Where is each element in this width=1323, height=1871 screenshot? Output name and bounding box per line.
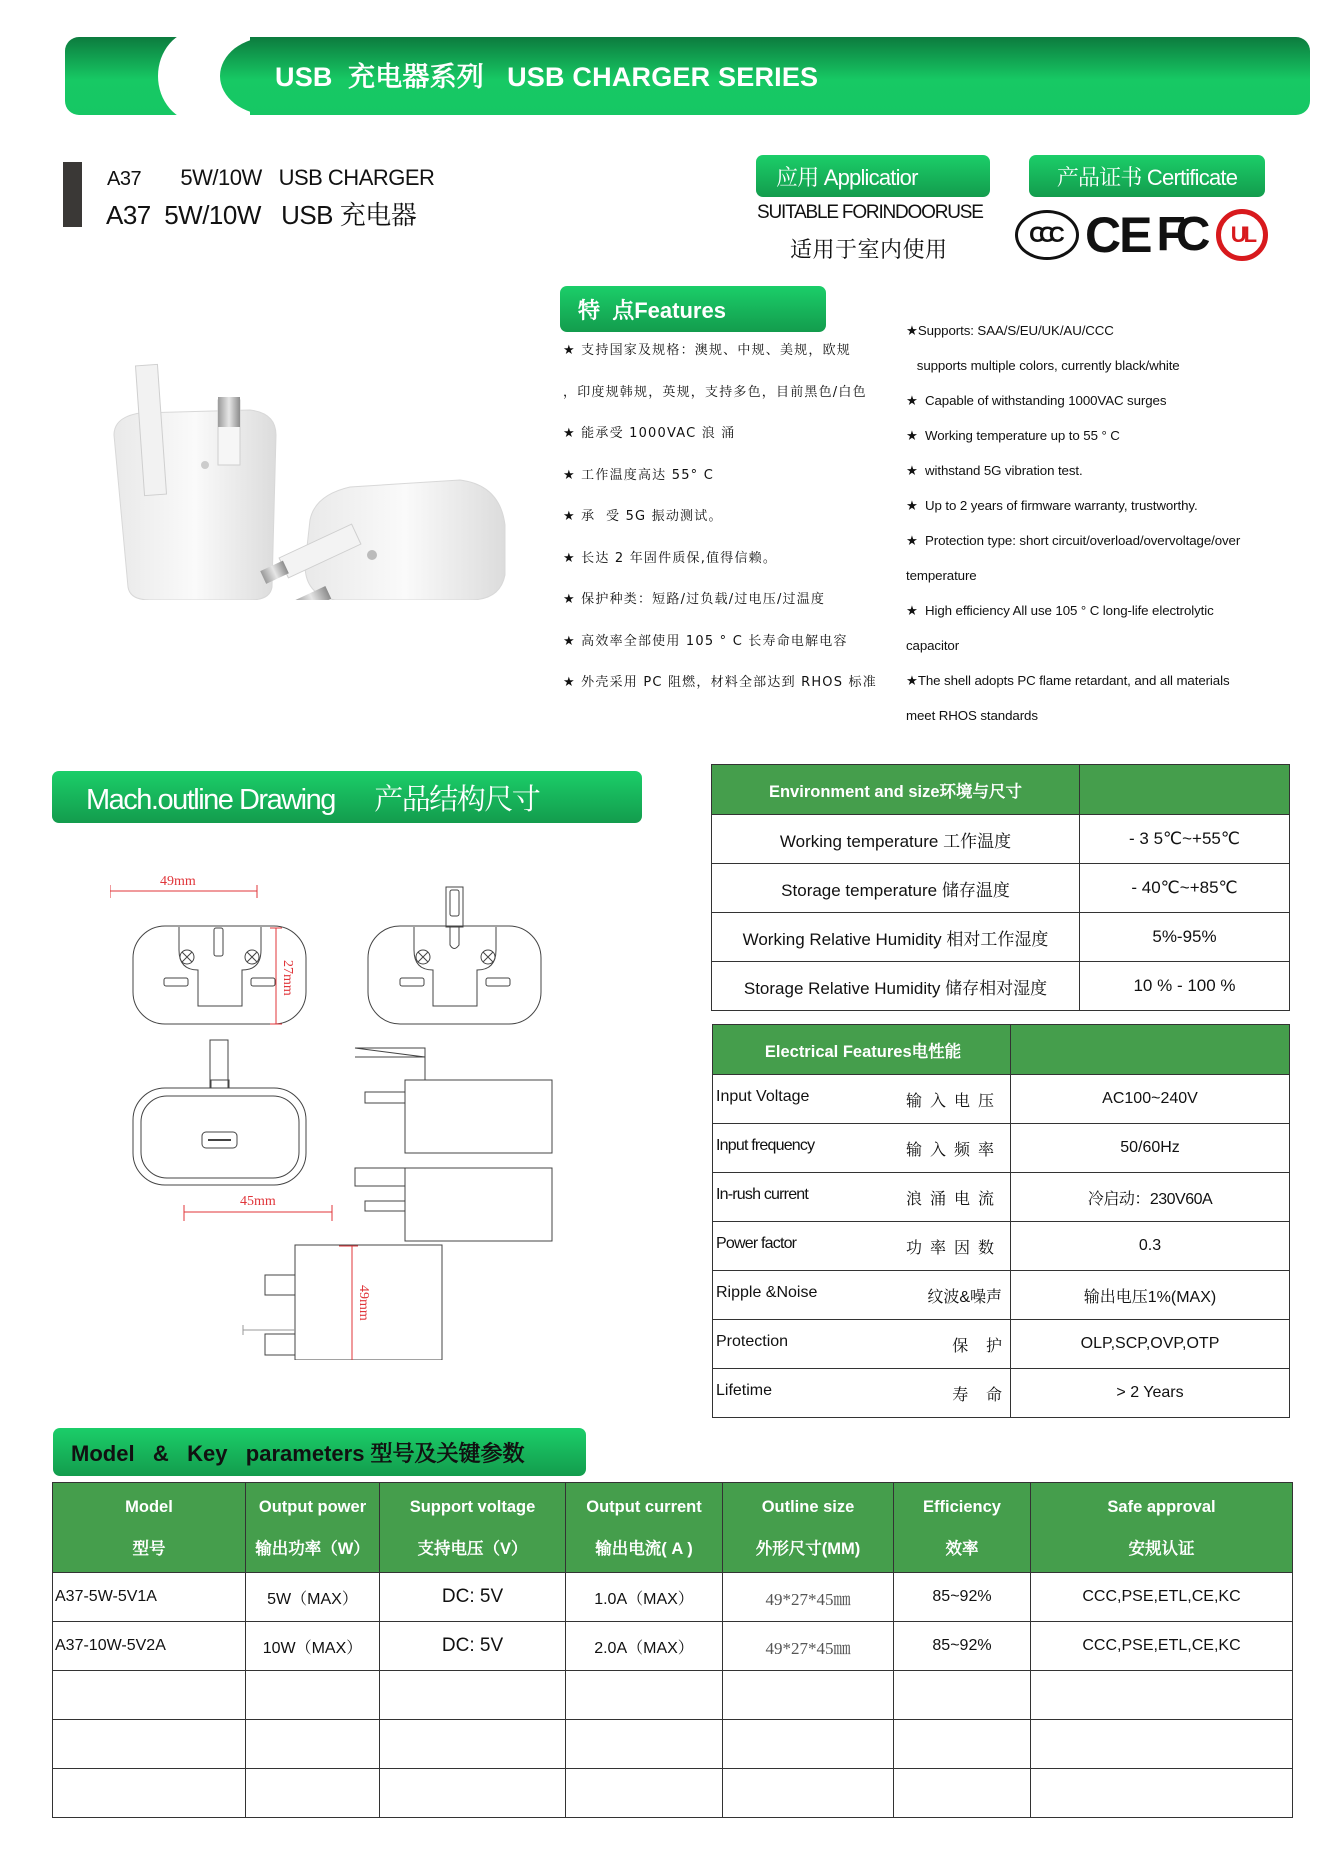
- elec-label-cn: 功率因数: [905, 1239, 1002, 1257]
- empty-cell: [380, 1769, 566, 1818]
- feature-item: supports multiple colors, currently black/white: [906, 358, 1180, 373]
- empty-cell: [723, 1769, 894, 1818]
- elec-value: 冷启动：230V60A: [1011, 1173, 1290, 1222]
- product-photo: [100, 355, 520, 600]
- features-list-en: [906, 320, 1306, 740]
- empty-cell: [566, 1720, 723, 1769]
- key-parameters-table: [52, 1482, 1293, 1818]
- feature-item: ★ 保护种类：短路/过负载/过电压/过温度: [563, 592, 826, 607]
- model-title-cn: A37 5W/10W USB 充电器: [106, 200, 417, 230]
- cell-outline-size: 49*27*45㎜: [723, 1622, 894, 1671]
- model-title-en: [107, 165, 434, 191]
- empty-cell: [723, 1720, 894, 1769]
- empty-cell: [894, 1769, 1031, 1818]
- column-header: Output current 输出电流( A ): [566, 1483, 723, 1573]
- elec-label-en: Ripple &Noise: [716, 1283, 818, 1301]
- column-header: Outline size 外形尺寸(MM): [723, 1483, 894, 1573]
- table-row: [712, 864, 1290, 913]
- column-header: Output power 输出功率（W）: [246, 1483, 380, 1573]
- empty-cell: [53, 1720, 246, 1769]
- feature-item: ★ High efficiency All use 105 ° C long-life electrolytic: [906, 603, 1214, 618]
- empty-cell: [380, 1720, 566, 1769]
- table-row: [713, 1271, 1290, 1320]
- feature-item: ★ withstand 5G vibration test.: [906, 463, 1083, 478]
- feature-item: temperature: [906, 568, 977, 583]
- ccc-logo-icon: CCC: [1015, 210, 1079, 260]
- empty-cell: [894, 1720, 1031, 1769]
- feature-item: ★The shell adopts PC flame retardant, and all materials: [906, 673, 1230, 688]
- elec-label-cn: 输入频率: [905, 1141, 1002, 1159]
- table-row: [713, 1320, 1290, 1369]
- banner-title: USB 充电器系列 USB CHARGER SERIES: [275, 62, 819, 92]
- env-value: - 3 5℃~+55℃: [1080, 815, 1290, 864]
- env-label: Storage Relative Humidity 储存相对湿度: [712, 962, 1080, 1011]
- features-label: 特 点Features: [560, 286, 826, 332]
- features-list-cn: [563, 340, 903, 714]
- dimension-width: 49mm: [160, 874, 196, 889]
- certificate-logos: [1015, 205, 1290, 265]
- table-header-row: [53, 1483, 1293, 1573]
- table-row: [712, 815, 1290, 864]
- elec-label-en: Input Voltage: [716, 1087, 810, 1105]
- dimension-height: 27mm: [280, 960, 295, 996]
- empty-cell: [53, 1671, 246, 1720]
- feature-item: ★ 长达 2 年固件质保,值得信赖。: [563, 550, 778, 566]
- table-row: [713, 1173, 1290, 1222]
- elec-value: 50/60Hz: [1011, 1124, 1290, 1173]
- cell-model: A37-10W-5V2A: [53, 1622, 246, 1671]
- empty-cell: [566, 1769, 723, 1818]
- elec-label-en: Power factor: [716, 1234, 797, 1252]
- elec-label-cn: 浪涌电流: [905, 1190, 1002, 1208]
- empty-cell: [1031, 1769, 1293, 1818]
- cell-output-current: 1.0A（MAX）: [566, 1573, 723, 1622]
- electrical-table: [712, 1024, 1290, 1418]
- elec-value: 输出电压1%(MAX): [1011, 1271, 1290, 1320]
- key-parameters-label: Model & Key parameters 型号及关键参数: [53, 1428, 586, 1476]
- elec-value: > 2 Years: [1011, 1369, 1290, 1418]
- elec-value: AC100~240V: [1011, 1075, 1290, 1124]
- environment-table-header: Environment and size环境与尺寸: [712, 765, 1080, 815]
- table-row: [713, 1369, 1290, 1418]
- environment-table-header-blank: [1080, 765, 1290, 815]
- env-label: Working temperature 工作温度: [712, 815, 1080, 864]
- empty-cell: [1031, 1720, 1293, 1769]
- dimension-depth: 45mm: [240, 1194, 276, 1209]
- empty-cell: [894, 1671, 1031, 1720]
- empty-cell: [246, 1720, 380, 1769]
- elec-label-cn: 保 护: [952, 1337, 1002, 1355]
- column-header: Support voltage 支持电压（V）: [380, 1483, 566, 1573]
- feature-item: meet RHOS standards: [906, 708, 1038, 723]
- feature-item: ★ 承 受 5G 振动测试。: [563, 509, 723, 524]
- feature-item: ★ 支持国家及规格：澳规、中规、美规，欧规: [563, 343, 851, 358]
- elec-label-cn: 寿 命: [952, 1386, 1002, 1404]
- elec-value: 0.3: [1011, 1222, 1290, 1271]
- env-label: Storage temperature 储存温度: [712, 864, 1080, 913]
- empty-cell: [53, 1769, 246, 1818]
- elec-label-en: Protection: [716, 1332, 789, 1350]
- elec-label-en: In-rush current: [716, 1185, 809, 1203]
- electrical-table-header-blank: [1011, 1025, 1290, 1075]
- env-label: Working Relative Humidity 相对工作湿度: [712, 913, 1080, 962]
- cell-safe-approval: CCC,PSE,ETL,CE,KC: [1031, 1573, 1293, 1622]
- empty-cell: [1031, 1671, 1293, 1720]
- ce-logo-icon: CE: [1085, 207, 1151, 263]
- table-row-empty: [53, 1671, 1293, 1720]
- cell-output-current: 2.0A（MAX）: [566, 1622, 723, 1671]
- cell-support-voltage: DC: 5V: [380, 1622, 566, 1671]
- table-row: [53, 1573, 1293, 1622]
- table-row: [712, 913, 1290, 962]
- table-row: [713, 1075, 1290, 1124]
- table-row: [53, 1622, 1293, 1671]
- feature-item: ★ 能承受 1000VAC 浪 涌: [563, 426, 736, 441]
- application-label: 应用 Applicatior: [756, 155, 990, 197]
- cell-model: A37-5W-5V1A: [53, 1573, 246, 1622]
- ul-logo-icon: UL: [1216, 209, 1268, 261]
- column-header: Safe approval 安规认证: [1031, 1483, 1293, 1573]
- empty-cell: [723, 1671, 894, 1720]
- cell-safe-approval: CCC,PSE,ETL,CE,KC: [1031, 1622, 1293, 1671]
- empty-cell: [246, 1671, 380, 1720]
- env-value: 5%-95%: [1080, 913, 1290, 962]
- elec-label-en: Input frequency: [716, 1136, 815, 1154]
- elec-label-cn: 纹波&噪声: [927, 1288, 1002, 1306]
- env-value: - 40℃~+85℃: [1080, 864, 1290, 913]
- electrical-table-header: Electrical Features电性能: [713, 1025, 1011, 1075]
- table-row: [713, 1222, 1290, 1271]
- feature-item: ★ Capable of withstanding 1000VAC surges: [906, 393, 1167, 408]
- outline-drawing-label: Mach.outline Drawing 产品结构尺寸: [52, 771, 642, 823]
- application-text-cn: 适用于室内使用: [790, 237, 948, 262]
- elec-label-en: Lifetime: [716, 1381, 773, 1399]
- model-title-en-text: 5W/10W USB CHARGER: [180, 165, 435, 190]
- cell-efficiency: 85~92%: [894, 1622, 1031, 1671]
- cell-output-power: 10W（MAX）: [246, 1622, 380, 1671]
- feature-item: ★ Up to 2 years of firmware warranty, trustworthy.: [906, 498, 1198, 513]
- feature-item: ，印度规韩规，英规，支持多色，目前黑色/白色: [563, 384, 867, 400]
- column-header: Efficiency 效率: [894, 1483, 1031, 1573]
- feature-item: capacitor: [906, 638, 960, 653]
- empty-cell: [246, 1769, 380, 1818]
- elec-value: OLP,SCP,OVP,OTP: [1011, 1320, 1290, 1369]
- dimension-length: 49mm: [356, 1285, 371, 1321]
- table-row-empty: [53, 1769, 1293, 1818]
- env-value: 10 % - 100 %: [1080, 962, 1290, 1011]
- elec-label-cn: 输入电压: [905, 1092, 1002, 1110]
- model-code: A37: [107, 168, 142, 190]
- cell-efficiency: 85~92%: [894, 1573, 1031, 1622]
- fcc-logo-icon: FC: [1156, 208, 1201, 261]
- feature-item: ★ 外壳采用 PC 阻燃，材料全部达到 RHOS 标准: [563, 675, 877, 690]
- cell-support-voltage: DC: 5V: [380, 1573, 566, 1622]
- feature-item: ★ 工作温度高达 55° C: [563, 467, 714, 483]
- column-header: Model 型号: [53, 1483, 246, 1573]
- feature-item: ★Supports: SAA/S/EU/UK/AU/CCC: [906, 323, 1114, 338]
- feature-item: ★ Protection type: short circuit/overload/overvoltage/over: [906, 533, 1241, 548]
- empty-cell: [380, 1671, 566, 1720]
- feature-item: ★ 高效率全部使用 105 ° C 长寿命电解电容: [563, 633, 848, 649]
- table-row: [713, 1124, 1290, 1173]
- certificate-label: 产品证书 Certificate: [1029, 155, 1265, 197]
- cell-outline-size: 49*27*45㎜: [723, 1573, 894, 1622]
- environment-table: [711, 764, 1290, 1011]
- title-accent-bar: [63, 162, 82, 227]
- outline-drawing: [110, 860, 570, 1360]
- application-text-en: SUITABLE FORINDOORUSE: [757, 202, 983, 223]
- table-row: [712, 962, 1290, 1011]
- table-row-empty: [53, 1720, 1293, 1769]
- empty-cell: [566, 1671, 723, 1720]
- feature-item: ★ Working temperature up to 55 ° C: [906, 428, 1120, 443]
- cell-output-power: 5W（MAX）: [246, 1573, 380, 1622]
